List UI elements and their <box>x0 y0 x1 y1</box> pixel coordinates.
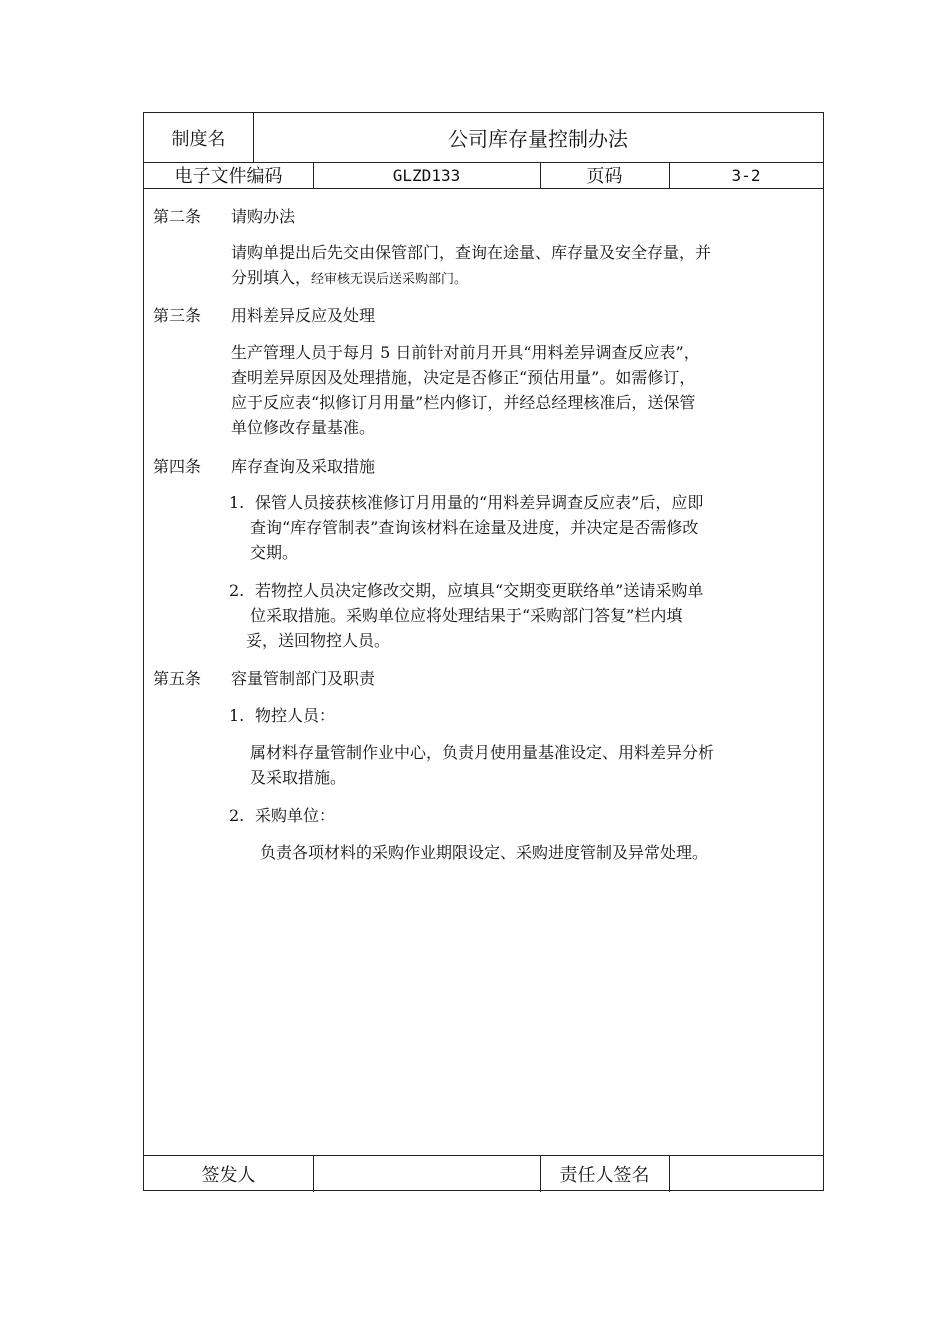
list-item-line: 保管人员接获核准修订月用量的“用料差异调查反应表”后，应即 <box>255 493 704 512</box>
list-item-line: 妥，送回物控人员。 <box>246 631 391 650</box>
paragraph-line: 单位修改存量基准。 <box>231 418 376 437</box>
article-number: 第四条 <box>153 457 202 476</box>
article-title: 请购办法 <box>231 207 296 226</box>
list-item-heading: 采购单位： <box>255 806 336 825</box>
paragraph-line: 生产管理人员于每月 5 日前针对前月开具“用料差异调查反应表”， <box>231 343 700 362</box>
issuer-label: 签发人 <box>201 1164 256 1186</box>
file-code-value: GLZD133 <box>392 165 461 185</box>
article-heading <box>153 303 375 328</box>
file-code-label: 电子文件编码 <box>174 166 283 187</box>
list-item-line: 交期。 <box>250 543 299 562</box>
list-item-line: 属材料存量管制作业中心，负责月使用量基准设定、用料差异分析 <box>250 743 715 762</box>
responsible-signature-field[interactable] <box>669 1155 823 1192</box>
issuer-field[interactable] <box>313 1155 540 1192</box>
paragraph-line: 分别填入，经审核无误后送采购部门。 <box>231 268 468 287</box>
paragraph-line: 请购单提出后先交由保管部门，查询在途量、库存量及安全存量，并 <box>231 243 712 262</box>
paragraph-line: 查明差异原因及处理措施，决定是否修正“预估用量”。如需修订， <box>231 368 696 387</box>
document-frame <box>143 112 824 1191</box>
list-item-index: 2. <box>229 806 245 825</box>
divider <box>144 188 823 189</box>
article-number: 第五条 <box>153 669 202 688</box>
article-heading <box>153 454 375 479</box>
article-title: 库存查询及采取措施 <box>231 457 376 476</box>
article-title: 用料差异反应及处理 <box>231 306 376 325</box>
article-number: 第二条 <box>153 207 202 226</box>
article-title: 容量管制部门及职责 <box>231 669 376 688</box>
list-item-heading: 物控人员： <box>255 706 336 725</box>
list-item-line: 负责各项材料的采购作业期限设定、采购进度管制及异常处理。 <box>260 843 709 862</box>
list-item-line: 及采取措施。 <box>250 768 347 787</box>
list-item-index: 1. <box>229 706 245 725</box>
list-item-line: 位采取措施。采购单位应将处理结果于“采购部门答复”栏内填 <box>250 606 683 625</box>
responsible-signature-label: 责任人签名 <box>559 1164 650 1186</box>
article-heading <box>153 666 375 691</box>
list-item-index: 2. <box>229 581 245 600</box>
article-number: 第三条 <box>153 306 202 325</box>
list-item-line: 若物控人员决定修改交期，应填具“交期变更联络单”送请采购单 <box>255 581 704 600</box>
policy-title: 公司库存量控制办法 <box>448 127 628 151</box>
list-item-line: 查询“库存管制表”查询该材料在途量及进度，并决定是否需修改 <box>250 518 699 537</box>
page-label: 页码 <box>586 166 623 187</box>
article-heading <box>153 204 295 229</box>
paragraph-line: 应于反应表“拟修订月用量”栏内修订，并经总经理核准后，送保管 <box>231 393 696 412</box>
policy-name-label: 制度名 <box>171 128 226 150</box>
page-value: 3-2 <box>731 165 761 185</box>
list-item-index: 1. <box>229 493 245 512</box>
